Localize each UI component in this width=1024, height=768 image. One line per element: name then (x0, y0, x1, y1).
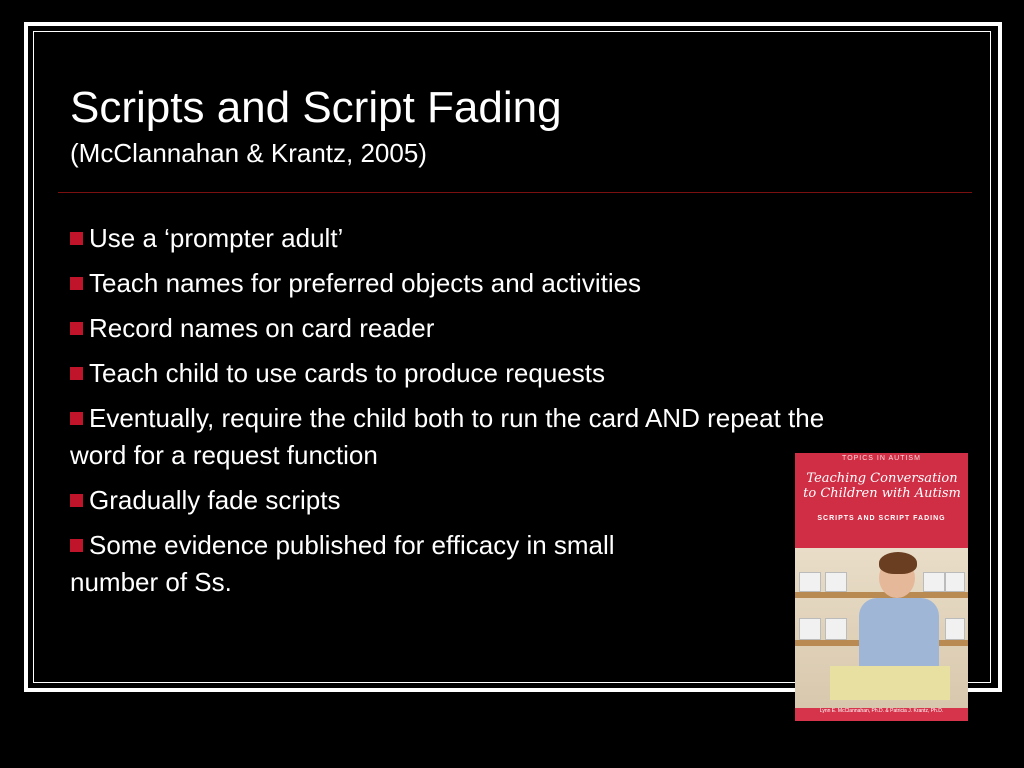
bullet-item (70, 265, 880, 302)
storage-bin (825, 572, 847, 592)
bullet-item (70, 527, 650, 601)
toy-table (830, 666, 950, 700)
book-cover-header (795, 453, 968, 548)
bullet-square-icon (70, 232, 83, 245)
slide-subtitle: (McClannahan & Krantz, 2005) (70, 138, 427, 168)
storage-bin (799, 618, 821, 640)
storage-bin (799, 572, 821, 592)
storage-bin (945, 572, 965, 592)
book-subtitle: SCRIPTS AND SCRIPT FADING (817, 515, 946, 522)
bullet-item (70, 310, 880, 347)
bullet-item (70, 400, 880, 474)
bullet-list (70, 220, 880, 609)
bullet-text: Record names on card reader (89, 313, 435, 343)
storage-bin (825, 618, 847, 640)
bullet-item (70, 355, 880, 392)
bullet-text: Teach names for preferred objects and activities (89, 268, 642, 298)
bullet-square-icon (70, 412, 83, 425)
bullet-square-icon (70, 539, 83, 552)
bullet-text: Some evidence published for efficacy in small number of Ss. (70, 530, 615, 597)
child-figure-hair (879, 552, 917, 574)
bullet-text: Gradually fade scripts (89, 485, 341, 515)
slide-title: Scripts and Script Fading (70, 83, 562, 132)
bullet-text: Eventually, require the child both to run the card AND repeat the word for a request function (70, 403, 825, 470)
book-cover-photo (795, 548, 968, 708)
bullet-square-icon (70, 494, 83, 507)
title-divider (58, 192, 972, 193)
bullet-text: Teach child to use cards to produce requests (89, 358, 605, 388)
storage-bin (945, 618, 965, 640)
bullet-square-icon (70, 277, 83, 290)
bullet-item (70, 220, 880, 257)
bullet-square-icon (70, 322, 83, 335)
book-series-label: TOPICS IN AUTISM (842, 455, 921, 462)
bullet-square-icon (70, 367, 83, 380)
bullet-item (70, 482, 880, 519)
book-cover-image (795, 453, 968, 721)
book-title: Teaching Conversation to Children with Autism (803, 471, 961, 501)
storage-bin (923, 572, 945, 592)
bullet-text: Use a ‘prompter adult’ (89, 223, 344, 253)
book-authors: Lynn E. McClannahan, Ph.D. & Patricia J. Krantz, Ph.D. (819, 708, 944, 714)
